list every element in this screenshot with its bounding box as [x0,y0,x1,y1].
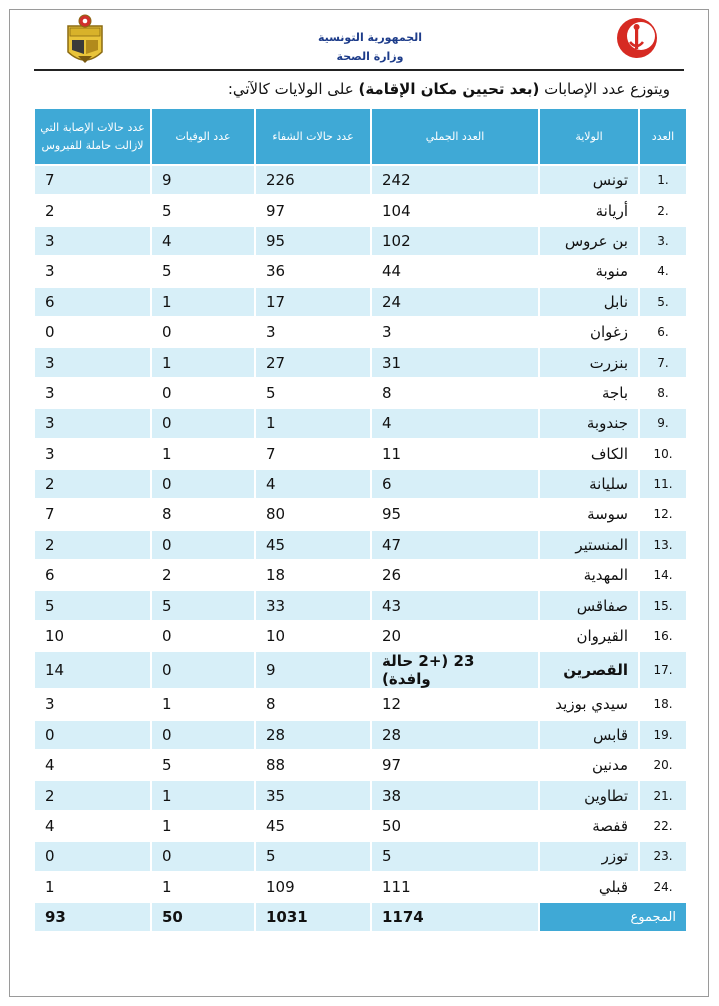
active-cell: 7 [35,166,150,194]
recovered-cell: 80 [256,500,370,528]
recovered-cell: 95 [256,227,370,255]
deaths-cell: 0 [152,379,254,407]
table-row [35,561,686,589]
total-cell: 97 [372,751,538,779]
recovered-cell: 17 [256,288,370,316]
governorate-cell: بن عروس [540,227,638,255]
governorate-cell: تونس [540,166,638,194]
total-cell: 8 [372,379,538,407]
sum-deaths: 50 [152,903,254,931]
total-cell: 104 [372,196,538,224]
sum-total: 1174 [372,903,538,931]
table-row [35,288,686,316]
governorate-cell: صفاقس [540,591,638,619]
active-cell: 3 [35,257,150,285]
total-cell: 47 [372,531,538,559]
deaths-cell: 0 [152,842,254,870]
imported-cases-note: (+2 حالة وافدة) [382,652,449,689]
active-cell: 0 [35,721,150,749]
table-row [35,166,686,194]
governorate-cell: قبلي [540,873,638,901]
governorate-cell: جندوبة [540,409,638,437]
header-deaths: عدد الوفيات [152,109,254,164]
governorate-cell: سليانة [540,470,638,498]
governorate-cell: نابل [540,288,638,316]
governorate-cell: زغوان [540,318,638,346]
governorate-cell: سيدي بوزيد [540,690,638,718]
deaths-cell: 5 [152,196,254,224]
governorate-cell: منوبة [540,257,638,285]
total-cell: 4 [372,409,538,437]
deaths-cell: 1 [152,288,254,316]
total-cell: 242 [372,166,538,194]
recovered-cell: 97 [256,196,370,224]
active-cell: 6 [35,288,150,316]
active-cell: 1 [35,873,150,901]
table-row [35,690,686,718]
total-cell: 5 [372,842,538,870]
active-cell: 4 [35,751,150,779]
row-number-cell: .19 [640,721,686,749]
deaths-cell: 2 [152,561,254,589]
sum-recovered: 1031 [256,903,370,931]
active-cell: 3 [35,379,150,407]
intro-sentence [150,80,670,98]
deaths-cell: 5 [152,257,254,285]
row-number-cell: .10 [640,440,686,468]
row-number-cell: .22 [640,812,686,840]
deaths-cell: 5 [152,751,254,779]
ministry-logo-icon [615,16,659,60]
recovered-cell: 4 [256,470,370,498]
table-row [35,500,686,528]
row-number-cell: .9 [640,409,686,437]
recovered-cell: 27 [256,348,370,376]
header-total: العدد الجملي [372,109,538,164]
recovered-cell: 109 [256,873,370,901]
row-number-cell: .24 [640,873,686,901]
recovered-cell: 36 [256,257,370,285]
row-number-cell: .8 [640,379,686,407]
deaths-cell: 0 [152,622,254,650]
row-number-cell: .4 [640,257,686,285]
active-cell: 5 [35,591,150,619]
total-cell: 50 [372,812,538,840]
governorate-cell: أريانة [540,196,638,224]
recovered-cell: 3 [256,318,370,346]
total-cell: 3 [372,318,538,346]
deaths-cell: 0 [152,470,254,498]
total-cell: 24 [372,288,538,316]
total-value: 23 [453,652,475,671]
row-number-cell: .7 [640,348,686,376]
deaths-cell: 0 [152,318,254,346]
table-row [35,531,686,559]
total-cell: 38 [372,781,538,809]
table-row [35,652,686,688]
active-cell: 10 [35,622,150,650]
total-cell: 102 [372,227,538,255]
table-row [35,591,686,619]
table-row [35,812,686,840]
deaths-cell: 8 [152,500,254,528]
total-cell: 20 [372,622,538,650]
recovered-cell: 88 [256,751,370,779]
governorate-cell: المنستير [540,531,638,559]
deaths-cell: 5 [152,591,254,619]
sum-active: 93 [35,903,150,931]
republic-title: الجمهورية التونسية [317,31,423,44]
governorate-cell: قابس [540,721,638,749]
deaths-cell: 1 [152,873,254,901]
table-row [35,348,686,376]
recovered-cell: 9 [256,652,370,688]
active-cell: 3 [35,227,150,255]
total-cell [372,652,538,688]
governorate-cell: مدنين [540,751,638,779]
recovered-cell: 10 [256,622,370,650]
recovered-cell: 1 [256,409,370,437]
total-cell: 31 [372,348,538,376]
active-cell: 0 [35,842,150,870]
table-row [35,379,686,407]
header-active: عدد حالات الإصابة التي لازالت حاملة للفيروس [35,109,150,164]
deaths-cell: 1 [152,690,254,718]
header-governorate: الولاية [540,109,638,164]
table-row [35,227,686,255]
cases-table [33,107,688,933]
total-cell: 11 [372,440,538,468]
governorate-cell: توزر [540,842,638,870]
row-number-cell: .11 [640,470,686,498]
recovered-cell: 28 [256,721,370,749]
row-number-cell: .20 [640,751,686,779]
deaths-cell: 9 [152,166,254,194]
table-header-row [35,109,686,164]
active-cell: 6 [35,561,150,589]
governorate-cell: الكاف [540,440,638,468]
table-row [35,318,686,346]
recovered-cell: 8 [256,690,370,718]
total-cell: 44 [372,257,538,285]
row-number-cell: .13 [640,531,686,559]
deaths-cell: 0 [152,652,254,688]
table-row [35,721,686,749]
recovered-cell: 35 [256,781,370,809]
row-number-cell: .14 [640,561,686,589]
deaths-cell: 0 [152,531,254,559]
recovered-cell: 5 [256,842,370,870]
recovered-cell: 7 [256,440,370,468]
total-cell: 26 [372,561,538,589]
deaths-cell: 1 [152,781,254,809]
governorate-cell: بنزرت [540,348,638,376]
header-divider [34,69,684,71]
recovered-cell: 18 [256,561,370,589]
total-cell: 6 [372,470,538,498]
governorate-cell: القصرين [540,652,638,688]
sum-label: المجموع [540,903,686,931]
governorate-cell: تطاوين [540,781,638,809]
header-num: العدد [640,109,686,164]
row-number-cell: .15 [640,591,686,619]
active-cell: 3 [35,440,150,468]
recovered-cell: 45 [256,531,370,559]
row-number-cell: .2 [640,196,686,224]
deaths-cell: 1 [152,348,254,376]
total-cell: 43 [372,591,538,619]
deaths-cell: 0 [152,409,254,437]
table-row [35,622,686,650]
row-number-cell: .12 [640,500,686,528]
row-number-cell: .16 [640,622,686,650]
table-row [35,781,686,809]
intro-after: على الولايات كالآتي: [227,80,359,98]
total-cell: 12 [372,690,538,718]
deaths-cell: 0 [152,721,254,749]
table-row [35,873,686,901]
total-cell: 111 [372,873,538,901]
active-cell: 7 [35,500,150,528]
active-cell: 3 [35,348,150,376]
governorate-cell: المهدية [540,561,638,589]
table-row [35,257,686,285]
table-row [35,196,686,224]
active-cell: 2 [35,470,150,498]
row-number-cell: .21 [640,781,686,809]
active-cell: 0 [35,318,150,346]
total-cell: 28 [372,721,538,749]
active-cell: 4 [35,812,150,840]
deaths-cell: 4 [152,227,254,255]
recovered-cell: 226 [256,166,370,194]
row-number-cell: .23 [640,842,686,870]
header-recovered: عدد حالات الشفاء [256,109,370,164]
ministry-title: وزارة الصحة [336,50,404,63]
recovered-cell: 45 [256,812,370,840]
active-cell: 2 [35,781,150,809]
active-cell: 14 [35,652,150,688]
active-cell: 3 [35,409,150,437]
governorate-cell: القيروان [540,622,638,650]
deaths-cell: 1 [152,440,254,468]
coat-of-arms-icon [60,12,110,70]
intro-bold: (بعد تحيين مكان الإقامة) [358,80,540,98]
table-row [35,470,686,498]
table-row [35,842,686,870]
deaths-cell: 1 [152,812,254,840]
recovered-cell: 5 [256,379,370,407]
active-cell: 2 [35,196,150,224]
table-row [35,440,686,468]
table-row [35,751,686,779]
table-row [35,409,686,437]
intro-before: ويتوزع عدد الإصابات [539,80,670,98]
active-cell: 3 [35,690,150,718]
row-number-cell: .6 [640,318,686,346]
header-titles [260,28,480,66]
row-number-cell: .5 [640,288,686,316]
row-number-cell: .1 [640,166,686,194]
row-number-cell: .17 [640,652,686,688]
governorate-cell: سوسة [540,500,638,528]
row-number-cell: .3 [640,227,686,255]
sum-row [35,903,686,931]
governorate-cell: قفصة [540,812,638,840]
recovered-cell: 33 [256,591,370,619]
total-cell: 95 [372,500,538,528]
active-cell: 2 [35,531,150,559]
row-number-cell: .18 [640,690,686,718]
governorate-cell: باجة [540,379,638,407]
